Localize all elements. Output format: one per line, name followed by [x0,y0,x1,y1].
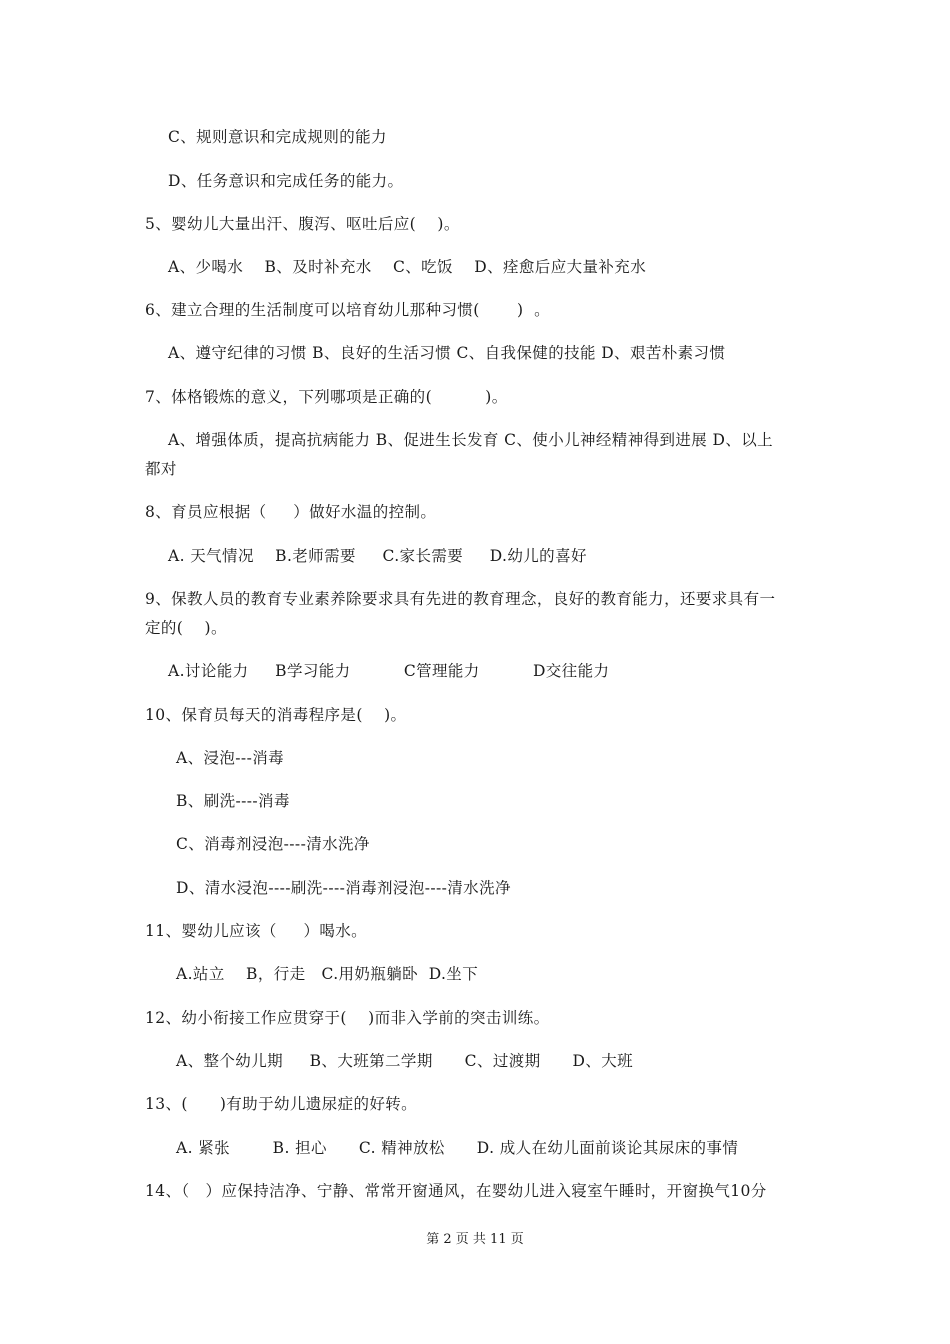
option-line: C、规则意识和完成规则的能力 [168,128,387,146]
question-line: 12、幼小衔接工作应贯穿于( )而非入学前的突击训练。 [145,1009,550,1027]
option-line: A. 紧张 B. 担心 C. 精神放松 D. 成人在幼儿面前谈论其尿床的事情 [176,1139,739,1157]
question-line: 13、( )有助于幼儿遗尿症的好转。 [145,1095,418,1113]
question-line: 11、婴幼儿应该（ ）喝水。 [145,922,368,940]
question-line: 8、育员应根据（ ）做好水温的控制。 [145,503,437,521]
page-footer: 第 2 页 共 11 页 [426,1232,524,1247]
option-line: A、增强体质，提高抗病能力 B、促进生长发育 C、使小儿神经精神得到进展 D、以上 [168,431,774,449]
question-line: 6、建立合理的生活制度可以培育幼儿那种习惯( ) 。 [145,301,551,319]
option-line: A、少喝水 B、及时补充水 C、吃饭 D、痊愈后应大量补充水 [168,258,647,276]
option-line: A.讨论能力 B学习能力 C管理能力 D交往能力 [168,662,610,680]
option-line: D、清水浸泡----刷洗----消毒剂浸泡----清水洗净 [176,879,511,897]
option-line: A、整个幼儿期 B、大班第二学期 C、过渡期 D、大班 [176,1052,634,1070]
question-line: 10、保育员每天的消毒程序是( )。 [145,706,407,724]
question-line: 5、婴幼儿大量出汗、腹泻、呕吐后应( )。 [145,215,460,233]
option-line-wrap: 都对 [145,460,177,478]
option-line: D、任务意识和完成任务的能力。 [168,172,404,190]
question-line: 7、体格锻炼的意义，下列哪项是正确的( )。 [145,388,508,406]
question-line-wrap: 定的( )。 [145,619,227,637]
option-line: A. 天气情况 B.老师需要 C.家长需要 D.幼儿的喜好 [168,547,587,565]
option-line: A.站立 B，行走 C.用奶瓶躺卧 D.坐下 [176,965,479,983]
question-line: 9、保教人员的教育专业素养除要求具有先进的教育理念，良好的教育能力，还要求具有一 [145,590,776,608]
option-line: A、浸泡---消毒 [176,749,285,767]
option-line: B、刷洗----消毒 [176,792,290,810]
option-line: A、遵守纪律的习惯 B、良好的生活习惯 C、自我保健的技能 D、艰苦朴素习惯 [168,344,726,362]
question-line: 14、（ ）应保持洁净、宁静、常常开窗通风，在婴幼儿进入寝室午睡时，开窗换气10分 [145,1182,767,1200]
option-line: C、消毒剂浸泡----清水洗净 [176,835,370,853]
